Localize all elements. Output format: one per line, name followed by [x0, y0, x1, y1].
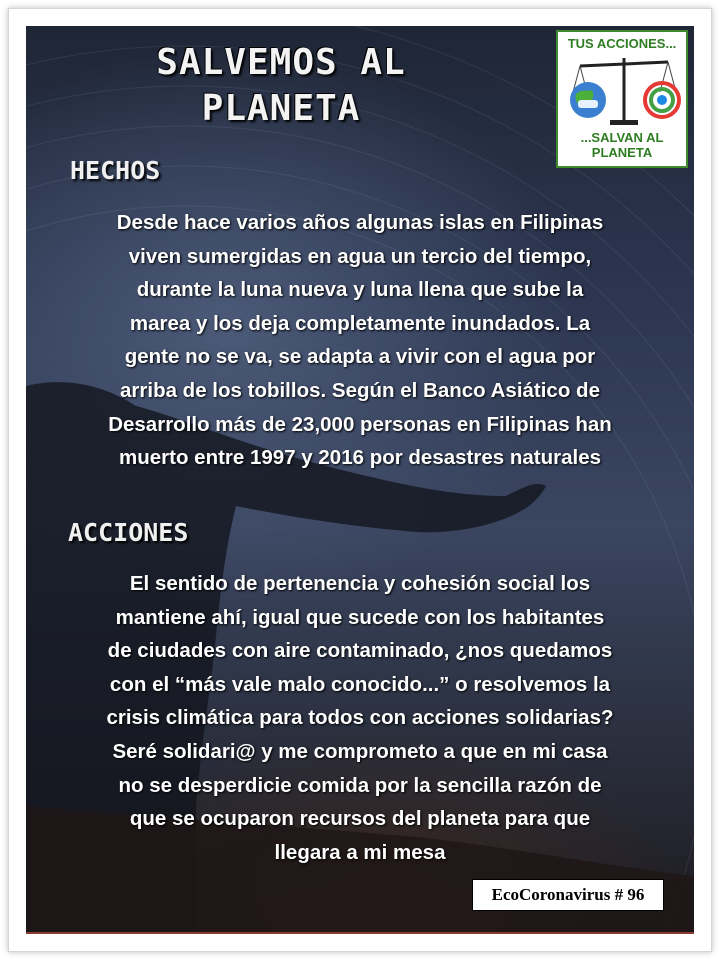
- poster: [26, 26, 694, 934]
- campaign-logo: [556, 30, 688, 168]
- logo-bottom-line-1: ...SALVAN AL: [580, 130, 664, 145]
- hechos-body: [44, 206, 676, 475]
- hechos-line: gente no se va, se adapta a vivir con el agua por: [124, 345, 596, 369]
- issue-tag: EcoCoronavirus # 96: [472, 879, 664, 911]
- acciones-heading: ACCIONES: [68, 518, 189, 547]
- hechos-line: durante la luna nueva y luna llena que sube la: [136, 278, 584, 302]
- logo-bottom-line-2: PLANETA: [591, 145, 653, 160]
- acciones-line: de ciudades con aire contaminado, ¿nos quedamos: [107, 639, 613, 663]
- hechos-line: viven sumergidas en agua un tercio del tiempo,: [128, 244, 592, 268]
- title-line-1: SALVEMOS AL: [156, 42, 406, 83]
- logo-top-text: TUS ACCIONES...: [567, 36, 677, 51]
- page-title: [26, 40, 536, 132]
- acciones-line: que se ocuparon recursos del planeta para que: [129, 807, 591, 831]
- hechos-line: marea y los deja completamente inundados. La: [129, 311, 591, 335]
- scale-globe-people-icon: [566, 52, 682, 130]
- acciones-line: con el “más vale malo conocido...” o resolvemos la: [109, 672, 611, 696]
- acciones-body: [44, 567, 676, 869]
- hechos-line: Desarrollo más de 23,000 personas en Filipinas han: [108, 412, 612, 436]
- logo-bottom-text: [558, 130, 686, 160]
- hechos-line: arriba de los tobillos. Según el Banco Asiático de: [120, 378, 600, 402]
- title-line-2: PLANETA: [201, 88, 361, 129]
- acciones-line: El sentido de pertenencia y cohesión social los: [129, 572, 591, 595]
- acciones-line: Seré solidari@ y me comprometo a que en mi casa: [112, 739, 608, 763]
- acciones-line: llegara a mi mesa: [274, 840, 446, 864]
- acciones-line: no se desperdicie comida por la sencilla razón de: [118, 773, 602, 797]
- hechos-line: muerto entre 1997 y 2016 por desastres naturales: [119, 446, 601, 470]
- hechos-line: Desde hace varios años algunas islas en Filipinas: [116, 211, 604, 234]
- hechos-heading: HECHOS: [70, 156, 161, 185]
- acciones-line: crisis climática para todos con acciones solidarias?: [106, 706, 614, 730]
- acciones-line: mantiene ahí, igual que sucede con los habitantes: [115, 605, 605, 629]
